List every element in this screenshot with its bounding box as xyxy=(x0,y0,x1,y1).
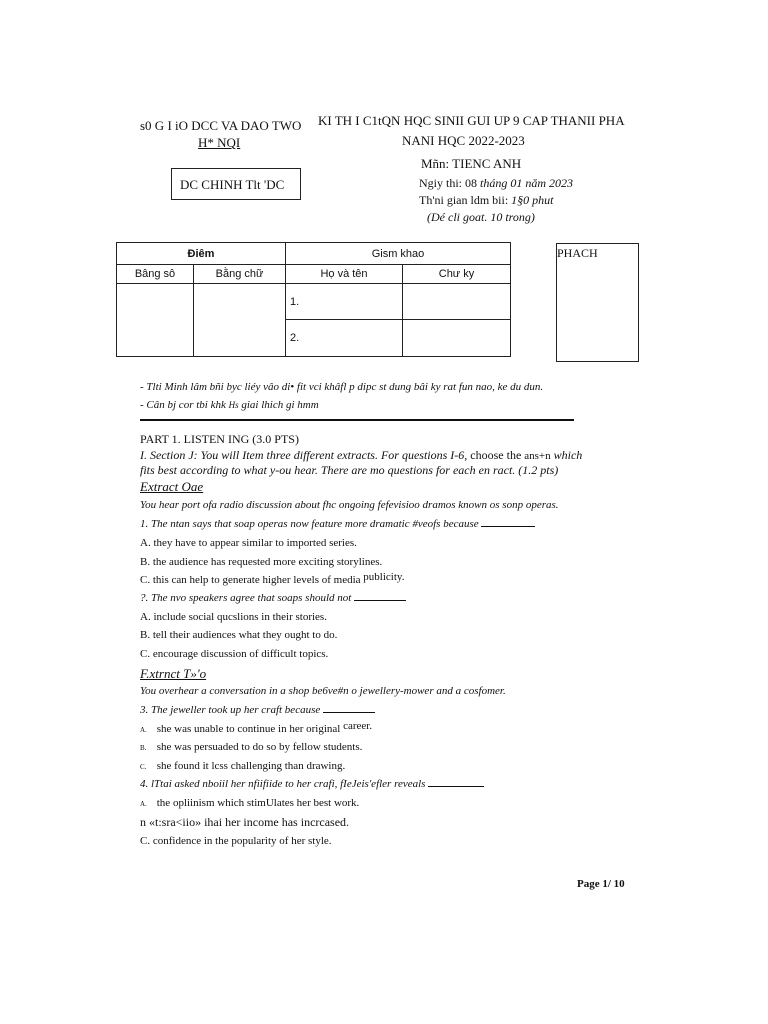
exam-time xyxy=(419,193,554,208)
instruction-note-2 xyxy=(140,399,319,411)
page-number: Page 1/ 10 xyxy=(577,878,625,890)
examiner-1-signature xyxy=(403,284,511,320)
section-instruction-part2: choose the xyxy=(470,448,522,462)
part1-heading: PART 1. LISTEN ING (3.0 PTS) xyxy=(140,432,299,446)
examiner-1-name: 1. xyxy=(286,284,403,320)
examiner-2-signature xyxy=(403,320,511,357)
pages-note: (Dé cli goat. 10 trong) xyxy=(427,210,535,224)
q2-option-c: C. encourage discussion of difficult topics. xyxy=(140,648,329,660)
question-3 xyxy=(140,704,375,716)
examiner-header: Gism khao xyxy=(286,243,511,265)
question-1-text: 1. The ntan says that soap operas now feature more dramatic #veofs because xyxy=(140,518,479,530)
question-2-text: ?. The nvo speakers agree that soaps should not xyxy=(140,592,352,604)
examiner-2-name: 2. xyxy=(286,320,403,357)
q4-option-a-marker: A. xyxy=(140,800,147,808)
official-exam-box xyxy=(171,168,301,200)
extract-two-title: F.xtrnct T»'o xyxy=(140,666,207,681)
school-year: NANI HQC 2022-2023 xyxy=(402,133,525,148)
score-words-header: Bằng chữ xyxy=(194,265,286,284)
section-instruction-line1 xyxy=(140,448,582,463)
instruction-note-2-part2: Hs xyxy=(228,400,239,410)
extract-one-description xyxy=(140,499,559,511)
score-number-cell xyxy=(117,284,194,357)
subject: Mñn: TIENC ANH xyxy=(421,156,522,171)
q4-option-a-text: the opliinism which stimUlates her best work. xyxy=(156,797,360,809)
extract-one-title: Extract Oae xyxy=(140,479,204,494)
question-4 xyxy=(140,778,484,790)
q3-option-b xyxy=(140,741,362,753)
exam-date xyxy=(419,176,573,191)
department-line1: s0 G I iO DCC VA DAO TWO xyxy=(140,118,302,133)
section-instruction-part3: ans+n xyxy=(524,450,551,462)
q3-option-a xyxy=(140,720,373,735)
q3-option-a-text: she was unable to continue in her original xyxy=(156,723,341,735)
question-2-blank xyxy=(354,600,406,601)
question-4-blank xyxy=(428,786,484,787)
score-header: Điêm xyxy=(117,243,286,265)
extract-one-description-main: You hear port ofa radio discussion about fhc ongoing fefevisioo dramos known os sonp xyxy=(140,499,524,511)
q3-option-b-text: she was persuaded to do so by fellow students. xyxy=(156,741,363,753)
exam-title: KI TH I C1tQN HQC SINII GUI UP 9 CAP THANII PHA xyxy=(318,113,625,128)
q1-option-b: B. the audience has requested more exciting storylines. xyxy=(140,556,383,568)
exam-time-label: Th'ni gian ldm bii: xyxy=(419,193,509,207)
instruction-note-2-part3: giai lhich gi hmm xyxy=(241,399,319,411)
score-words-cell xyxy=(194,284,286,357)
q1-option-a: A. they have to appear similar to imported series. xyxy=(140,537,357,549)
question-3-text: 3. The jeweller took up her craft because xyxy=(140,704,321,716)
divider-rule xyxy=(140,419,574,421)
q2-option-b: B. tell their audiences what they ought to do. xyxy=(140,629,338,641)
signature-header: Chư ky xyxy=(403,265,511,284)
q4-option-b: n «t:sra<iio» ihai her income has incrcased. xyxy=(140,815,350,829)
q3-option-b-marker: B. xyxy=(140,744,147,752)
q4-option-c: C. confidence in the popularity of her style. xyxy=(140,835,332,847)
question-4-text: 4. lTtai asked nboiil her nfiifiide to her crafi, fIeJeis'efler reveals xyxy=(140,778,426,790)
question-3-blank xyxy=(323,712,375,713)
q3-option-c xyxy=(140,760,345,772)
q1-option-c-text: C. this can help to generate higher levels of media xyxy=(140,574,361,586)
section-instruction-part4: which xyxy=(553,448,583,462)
q1-option-c-end: publicity. xyxy=(363,571,405,583)
section-instruction-line2: fits best according to what y-ou hear. There are mo questions for each en ract. (1.2 pts) xyxy=(140,463,559,477)
extract-two-description: You overhear a conversation in a shop be6ve#n o jewellery-mower and a cosfomer. xyxy=(140,685,506,697)
exam-time-value: 1§0 phut xyxy=(511,193,554,207)
phach-box xyxy=(556,243,639,362)
name-header: Họ và tên xyxy=(286,265,403,284)
q4-option-a xyxy=(140,797,359,809)
phach-label: PHACH xyxy=(557,246,598,260)
section-instruction-part1: I. Section J: You will Item three different extracts. For questions I-6, xyxy=(140,448,468,462)
official-exam-label: DC CHINH Tlt 'DC xyxy=(180,177,285,192)
exam-date-label: Ngiy thi: 08 xyxy=(419,176,478,190)
q3-option-c-text: she found it lcss challenging than drawing. xyxy=(156,760,346,772)
instruction-note-1: - Tlti Minh lâm bñi byc liéy vâo di• fit vci khâfl p dipc st dung bâi ky rat fun nao, ke du dun. xyxy=(140,381,544,393)
question-2 xyxy=(140,592,406,604)
extract-one-description-end: operas. xyxy=(525,499,559,511)
instruction-note-2-part1: - Cân bj cor tbi khk xyxy=(140,399,226,411)
q2-option-a: A. include social qucslions in their stories. xyxy=(140,611,327,623)
q3-option-a-marker: A. xyxy=(140,726,147,734)
department-line2: H* NQI xyxy=(198,135,241,150)
score-number-header: Bâng sô xyxy=(117,265,194,284)
question-1-blank xyxy=(481,526,535,527)
score-table xyxy=(116,242,511,357)
question-1 xyxy=(140,518,535,530)
exam-date-value: tháng 01 năm 2023 xyxy=(480,176,574,190)
q3-option-c-marker: C. xyxy=(140,763,147,771)
q1-option-c xyxy=(140,571,405,586)
q3-option-a-end: career. xyxy=(343,720,373,732)
